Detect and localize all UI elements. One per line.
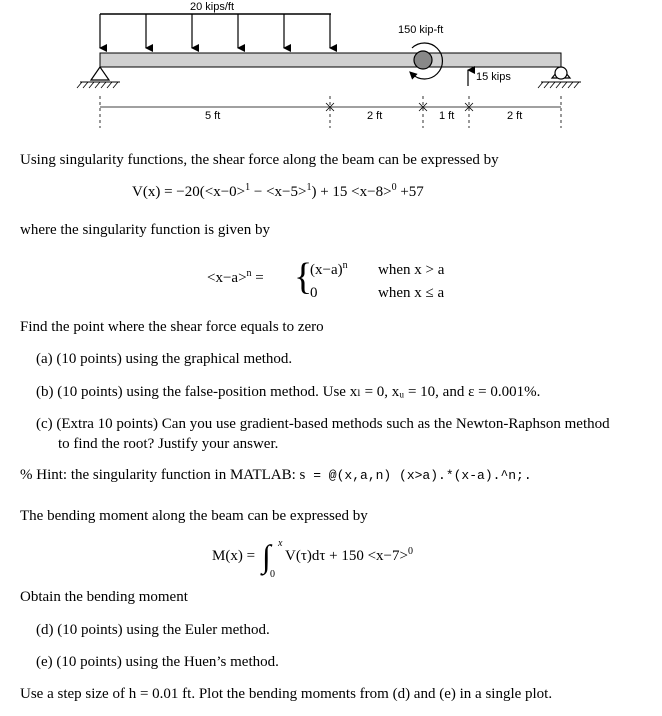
sing-case1: (x−a) <box>310 262 343 278</box>
applied-moment <box>398 24 443 79</box>
shear-t2-exp: 1 <box>306 182 312 193</box>
shear-equation <box>132 183 424 201</box>
moment-label: 150 kip-ft <box>398 24 444 36</box>
sing-cond2: when x ≤ a <box>378 285 445 301</box>
sing-eq: = <box>255 270 264 286</box>
shear-t4: +57 <box>396 184 424 200</box>
sing-lhs: <x−a> <box>207 270 247 286</box>
hint-code: = @(x,a,n) (x>a).*(x-a).^n;. <box>305 468 532 483</box>
item-e: (e) (10 points) using the Huen’s method. <box>36 654 279 670</box>
item-c-line2: to find the root? Justify your answer. <box>58 436 279 452</box>
load-label: 20 kips/ft <box>190 1 235 13</box>
dim-2ft-b: 2 ft <box>507 110 523 122</box>
beam <box>100 53 561 67</box>
matlab-hint <box>20 466 532 485</box>
integral-upper: x <box>278 538 283 549</box>
hint-prefix: % Hint: the singularity function in MATLAB: s <box>20 467 306 483</box>
dim-5ft: 5 ft <box>205 110 221 122</box>
sing-case1-exp: n <box>342 260 348 271</box>
roller-support-right <box>538 67 581 88</box>
shear-t3: ) + 15 <x−8> <box>311 184 392 200</box>
brace: { <box>294 256 313 298</box>
point-force <box>468 70 511 86</box>
shear-t2: − <x−5> <box>250 184 307 200</box>
sing-case2: 0 <box>310 285 318 301</box>
pin-support-left <box>77 67 120 88</box>
find-text: Find the point where the shear force equals to zero <box>20 319 324 335</box>
beam-diagram <box>0 0 662 150</box>
sing-lhs-exp: n <box>246 268 252 279</box>
where-text: where the singularity function is given by <box>20 222 270 238</box>
dim-1ft: 1 ft <box>439 110 455 122</box>
item-a: (a) (10 points) using the graphical method. <box>36 351 293 367</box>
item-d: (d) (10 points) using the Euler method. <box>36 622 270 638</box>
integral-sign: ∫ <box>262 538 271 574</box>
dimension-line <box>100 96 561 128</box>
dim-2ft-a: 2 ft <box>367 110 383 122</box>
shear-t3-exp: 0 <box>391 182 397 193</box>
item-c-line1: (c) (Extra 10 points) Can you use gradient-based methods such as the Newton-Raphson method <box>36 416 610 432</box>
moment-body: V(τ)dτ + 150 <x−7> <box>285 548 408 564</box>
shear-t1: (<x−0> <box>199 184 246 200</box>
final-instruction: Use a step size of h = 0.01 ft. Plot the bending moments from (d) and (e) in a single plot. <box>20 686 553 702</box>
moment-exp: 0 <box>407 546 413 557</box>
shear-lhs: V(x) = −20 <box>132 184 200 200</box>
obtain-text: Obtain the bending moment <box>20 589 188 605</box>
moment-intro: The bending moment along the beam can be expressed by <box>20 508 368 524</box>
shear-t1-exp: 1 <box>245 182 251 193</box>
moment-lhs: M(x) = <box>212 548 256 564</box>
force-label: 15 kips <box>476 71 511 83</box>
integral-lower: 0 <box>270 569 275 580</box>
item-b: (b) (10 points) using the false-position method. Use xₗ = 0, xᵤ = 10, and ε = 0.001%. <box>36 384 541 400</box>
intro-text: Using singularity functions, the shear force along the beam can be expressed by <box>20 152 499 168</box>
distributed-load <box>100 1 331 48</box>
sing-cond1: when x > a <box>378 262 445 278</box>
